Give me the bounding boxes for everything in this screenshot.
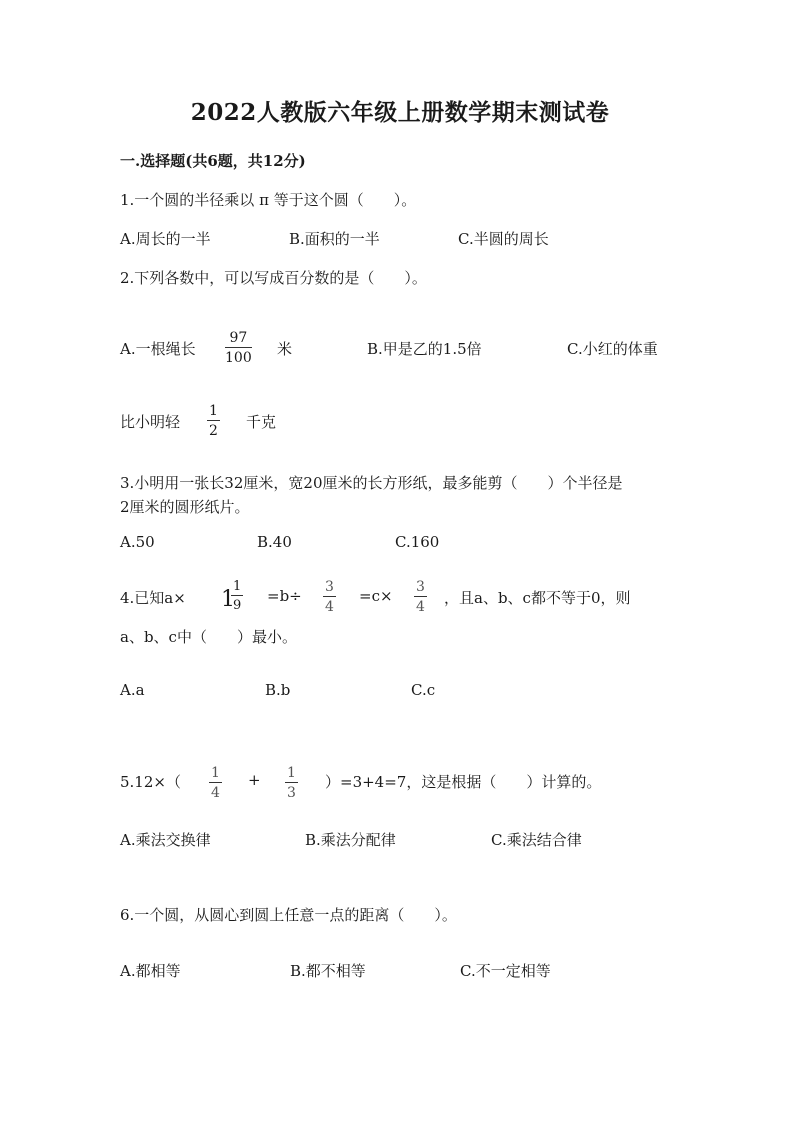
question-3-stem-line-2: 2厘米的圆形纸片。 (120, 498, 250, 516)
question-5-plus-sign: + (248, 771, 261, 789)
question-6-option-a[interactable]: A.都相等 (120, 962, 181, 980)
question-4-fraction-1 (323, 580, 336, 614)
question-5-stem-part-1: 5.12×（ (120, 773, 181, 791)
question-2-option-a-fraction (225, 331, 252, 365)
fraction-numerator: 1 (211, 765, 220, 781)
question-4-fraction-2 (414, 580, 427, 614)
fraction-denominator: 2 (209, 423, 218, 439)
question-2-option-c[interactable]: C.小红的体重 (567, 340, 658, 358)
page-title: 2022人教版六年级上册数学期末测试卷 (190, 99, 610, 126)
question-1-option-a[interactable]: A.周长的一半 (120, 230, 211, 248)
question-4-stem-part-4: ，且a、b、c都不等于0，则 (444, 589, 631, 607)
question-5-option-b[interactable]: B.乘法分配律 (305, 831, 396, 849)
question-4-mixed-number-whole: 1 (221, 587, 235, 612)
question-5-option-a[interactable]: A.乘法交换律 (120, 831, 211, 849)
fraction-numerator: 3 (416, 579, 425, 595)
question-6-option-b[interactable]: B.都不相等 (290, 962, 366, 980)
question-4-option-b[interactable]: B.b (265, 681, 291, 699)
question-2-option-c-continued: 比小明轻 (120, 413, 181, 431)
question-4-stem-part-2: =b÷ (267, 587, 302, 605)
question-5-fraction-2 (285, 766, 298, 800)
fraction-denominator: 4 (325, 599, 334, 615)
question-6-stem: 6.一个圆，从圆心到圆上任意一点的距离（ ）。 (120, 906, 457, 924)
question-1-option-b[interactable]: B.面积的一半 (289, 230, 380, 248)
question-2-option-c-unit: 千克 (246, 413, 277, 431)
question-4-mixed-number-fraction (231, 580, 243, 612)
section-heading: 一.选择题(共6题，共12分) (120, 152, 306, 170)
question-1-option-c[interactable]: C.半圆的周长 (458, 230, 549, 248)
question-2-option-a[interactable]: A.一根绳长 (120, 340, 196, 358)
fraction-numerator: 3 (325, 579, 334, 595)
fraction-denominator: 100 (225, 350, 252, 366)
question-4-option-c[interactable]: C.c (411, 681, 436, 699)
question-3-option-c[interactable]: C.160 (395, 533, 440, 551)
fraction-numerator: 1 (233, 579, 242, 594)
question-2-option-c-fraction (207, 404, 220, 438)
question-2-option-a-unit: 米 (277, 340, 293, 358)
question-3-option-a[interactable]: A.50 (120, 533, 155, 551)
fraction-denominator: 4 (416, 599, 425, 615)
fraction-denominator: 3 (287, 785, 296, 801)
question-5-stem-part-2: ）=3+4=7，这是根据（ ）计算的。 (325, 773, 602, 791)
fraction-numerator: 1 (287, 765, 296, 781)
fraction-numerator: 97 (229, 330, 248, 346)
question-4-option-a[interactable]: A.a (120, 681, 145, 699)
question-5-fraction-1 (209, 766, 222, 800)
question-3-option-b[interactable]: B.40 (257, 533, 292, 551)
question-4-stem-part-3: =c× (359, 587, 393, 605)
question-2-stem: 2.下列各数中，可以写成百分数的是（ ）。 (120, 269, 427, 287)
question-5-option-c[interactable]: C.乘法结合律 (491, 831, 582, 849)
question-4-stem-line-2: a、b、c中（ ）最小。 (120, 628, 297, 646)
fraction-numerator: 1 (209, 403, 218, 419)
fraction-denominator: 9 (233, 598, 242, 613)
question-3-stem-line-1: 3.小明用一张长32厘米，宽20厘米的长方形纸，最多能剪（ ）个半径是 (120, 474, 623, 492)
question-1-stem: 1.一个圆的半径乘以 π 等于这个圆（ ）。 (120, 191, 417, 209)
question-6-option-c[interactable]: C.不一定相等 (460, 962, 551, 980)
fraction-denominator: 4 (211, 785, 220, 801)
question-4-stem-part-1: 4.已知a× (120, 589, 186, 607)
question-2-option-b[interactable]: B.甲是乙的1.5倍 (367, 340, 482, 358)
